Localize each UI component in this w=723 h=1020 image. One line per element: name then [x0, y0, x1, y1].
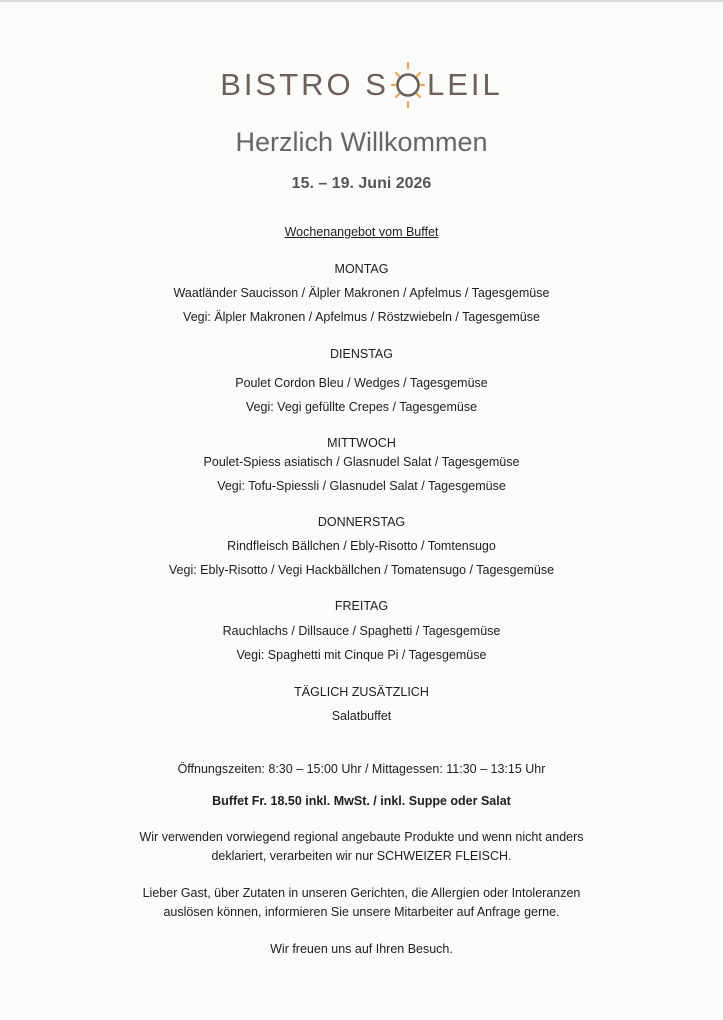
menu-item: Rauchlachs / Dillsauce / Spaghetti / Tagesgemüse [222, 624, 501, 638]
day-heading-daily-extra: TÄGLICH ZUSÄTZLICH [294, 685, 429, 699]
menu-item: Vegi: Älpler Makronen / Apfelmus / Röstzwiebeln / Tagesgemüse [183, 310, 540, 324]
buffet-price: Buffet Fr. 18.50 inkl. MwSt. / inkl. Suppe oder Salat [212, 794, 511, 808]
bistro-soleil-logo [0, 62, 723, 108]
menu-item: Vegi: Spaghetti mit Cinque Pi / Tagesgemüse [236, 648, 487, 662]
sun-icon [391, 62, 425, 108]
menu-item: Vegi: Vegi gefüllte Crepes / Tagesgemüse [245, 400, 478, 414]
menu-item: Vegi: Ebly-Risotto / Vegi Hackbällchen / Tomatensugo / Tagesgemüse [168, 563, 555, 577]
date-range: 15. – 19. Juni 2026 [291, 175, 432, 192]
day-heading-donnerstag: DONNERSTAG [317, 515, 406, 529]
logo-text-right: LEIL [426, 67, 503, 102]
day-heading-freitag: FREITAG [334, 599, 389, 613]
weekly-offer-title: Wochenangebot vom Buffet [284, 225, 439, 239]
opening-hours: Öffnungszeiten: 8:30 – 15:00 Uhr / Mittagessen: 11:30 – 13:15 Uhr [177, 762, 546, 776]
day-heading-dienstag: DIENSTAG [330, 347, 393, 361]
menu-item: Poulet Cordon Bleu / Wedges / Tagesgemüse [235, 376, 488, 390]
menu-item: Salatbuffet [331, 709, 392, 723]
day-heading-mittwoch: MITTWOCH [327, 436, 396, 450]
allergy-note-line: auslösen können, informieren Sie unsere Mitarbeiter auf Anfrage gerne. [163, 905, 560, 919]
logo-text-left: BISTRO S [220, 67, 389, 102]
closing-line: Wir freuen uns auf Ihren Besuch. [270, 942, 453, 956]
allergy-note-line: Lieber Gast, über Zutaten in unseren Gerichten, die Allergien oder Intoleranzen [142, 886, 581, 900]
menu-item: Poulet-Spiess asiatisch / Glasnudel Salat / Tagesgemüse [203, 455, 520, 469]
day-heading-montag: MONTAG [334, 262, 389, 276]
welcome-heading: Herzlich Willkommen [235, 127, 488, 157]
menu-item: Rindfleisch Bällchen / Ebly-Risotto / Tomtensugo [227, 539, 496, 553]
top-border [0, 0, 723, 2]
regional-note-line: Wir verwenden vorwiegend regional angebaute Produkte und wenn nicht anders [139, 830, 584, 844]
menu-item: Vegi: Tofu-Spiessli / Glasnudel Salat / Tagesgemüse [217, 479, 506, 493]
menu-item: Waatländer Saucisson / Älpler Makronen / Apfelmus / Tagesgemüse [173, 286, 550, 300]
regional-note-line: deklariert, verarbeiten wir nur SCHWEIZER FLEISCH. [211, 849, 512, 863]
